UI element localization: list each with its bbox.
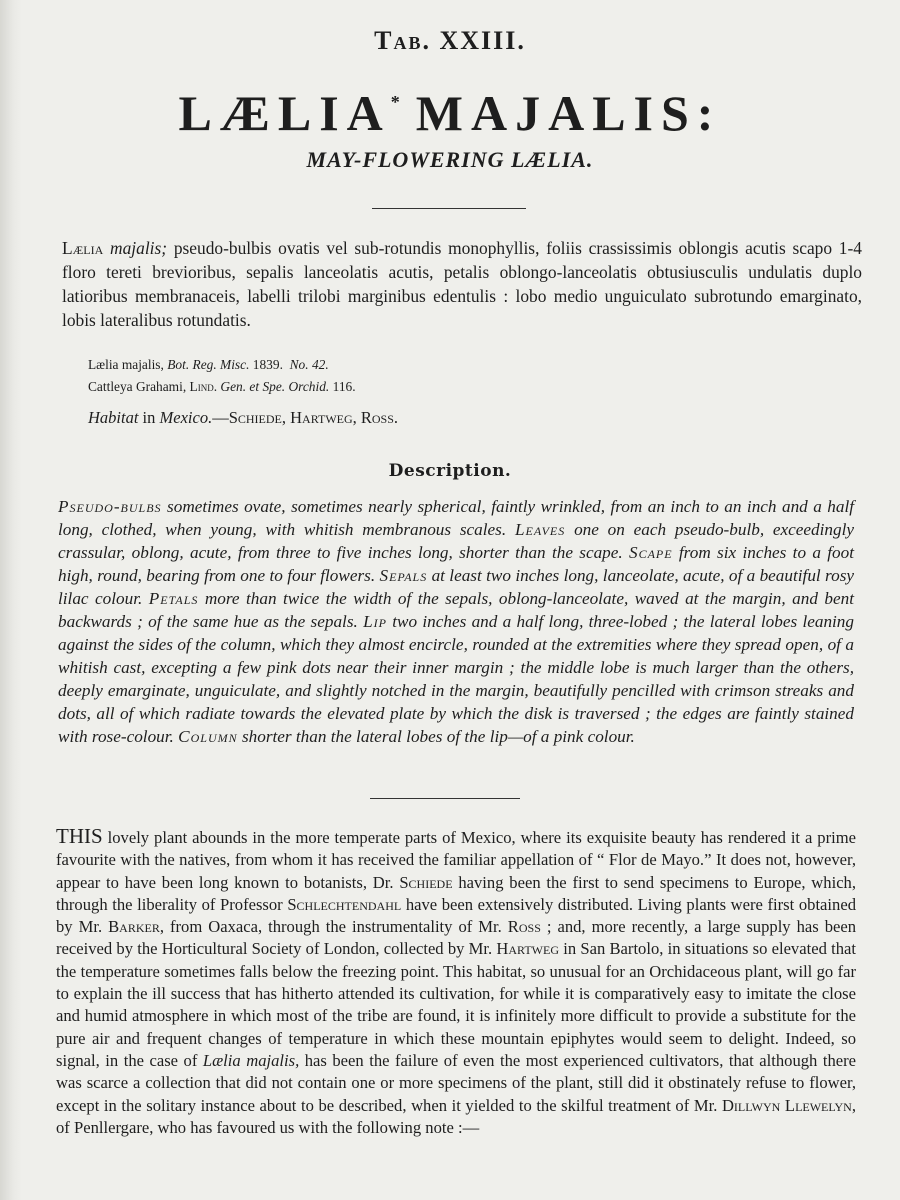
description-clause: from six inches to a foot high, round, bearing from one to four flowers.	[58, 543, 854, 585]
person-name: Barker,	[108, 917, 164, 937]
habitat-label: Habitat	[88, 408, 139, 427]
person-name: Hartweg	[496, 939, 559, 959]
description-heading-text: Description.	[388, 461, 512, 481]
species-name: Lælia majalis,	[202, 1050, 300, 1070]
plate-number	[0, 26, 900, 56]
description-heading	[0, 461, 900, 481]
habitat-place: Mexico.	[159, 408, 213, 427]
description-clause: two inches and a half long, three-lobed ; the lateral lobes leaning against the sides of the column, which they almost encircle, rounded at the extremities where they spread open, of a whitish cast, excepting a few pink dots near their inner margin ; the middle lobe is much larger than the others, deeply emarginate, unguiculate, and slightly notched in the margin, beautifully pencilled with crimson streaks and dots, all of which radiate towards the elevated plate by which the disk is traversed ; the edges are faintly stained with rose-colour.	[58, 612, 854, 746]
reference-name: Cattleya Grahami,	[88, 379, 187, 394]
description-clause: sometimes ovate, sometimes nearly spherical, faintly wrinkled, from an inch to an inch and a half long, clothed, when young, with whitish membranous scales.	[58, 497, 855, 539]
reference-line	[88, 376, 788, 398]
description-text	[58, 495, 854, 748]
reference-page: 116.	[332, 379, 356, 394]
description-clause: more than twice the width of the sepals, oblong-lanceolate, waved at the margin, and bent backwards ; of the same hue as the sepals.	[58, 589, 855, 631]
paragraph-initial: THIS	[56, 824, 103, 848]
body-text: of Penllergare, who has favoured us with the following note :—	[56, 1117, 480, 1137]
section-divider	[370, 798, 520, 799]
synonym-references	[88, 354, 788, 398]
page-title	[0, 72, 900, 143]
habitat-in: in	[142, 408, 156, 427]
person-name: Dillwyn Llewelyn,	[721, 1095, 856, 1115]
plate-number-text: Tab. XXIII.	[374, 26, 526, 55]
person-name: Schlechtendahl	[287, 894, 402, 914]
person-name: Schiede	[399, 872, 453, 892]
body-text: having been the first to send specimens to Europe, which, through the liberality of Professor	[56, 872, 857, 914]
body-text: in San Bartolo, in situations so elevated that the temperature sometimes falls below the freezing point. This habitat, so unusual for an Orchidaceous plant, will go far to explain the ill success that has hitherto attended its cultivation, for while it is comparatively easy to imitate the close and humid atmosphere in which most of the tribe are found, it is infinitely more difficult to provide a substitute for the pure air and frequent changes of temperature in which these mountain epiphytes would seem to delight. Indeed, so signal, in the case of	[56, 939, 856, 1070]
description-term: Column	[178, 727, 238, 746]
description-term: Sepals	[379, 566, 428, 585]
body-text: has been the failure of even the most experienced cultivators, that although there was scarce a collection that did not contain one or more specimens of the plant, still did it obstinately refuse to flower, except in the solitary instance about to be described, when it yielded to the skilful treatment of Mr.	[56, 1050, 856, 1115]
page-gutter-shadow	[0, 0, 22, 1200]
subtitle-text: MAY-FLOWERING LÆLIA.	[306, 147, 594, 172]
title-footnote-mark: *	[390, 92, 400, 112]
title-divider	[372, 208, 526, 209]
title-species: MAJALIS:	[415, 85, 722, 141]
description-term: Petals	[148, 589, 199, 608]
reference-source: Bot. Reg. Misc.	[167, 357, 250, 372]
latin-text: pseudo-bulbis ovatis vel sub-rotundis monophyllis, foliis crassissimis oblongis acutis scapo 1-4 floro tereti brevioribus, sepalis lanceolatis acutis, petalis oblongo-lanceolatis obtusiusculis undulatis duplo latioribus membranaceis, labelli trilobi marginibus edentulis : lobo medio unguiculato subrotundo emarginato, lobis lateralibus rotundatis.	[62, 238, 862, 330]
reference-year: 1839.	[252, 357, 283, 372]
habitat-collectors: —Schiede, Hartweg, Ross.	[212, 408, 399, 427]
reference-author: Lind.	[189, 379, 218, 394]
habitat-line	[88, 408, 788, 428]
description-term: Pseudo-bulbs	[58, 497, 162, 516]
latin-diagnosis	[62, 236, 862, 332]
latin-genus: Lælia	[62, 238, 104, 258]
latin-species: majalis;	[110, 238, 168, 258]
body-paragraph	[56, 825, 856, 1139]
body-text: from Oaxaca, through the instrumentality of Mr.	[170, 917, 502, 937]
body-text: have been extensively distributed. Living plants were first obtained by Mr.	[56, 894, 856, 937]
body-text: ; and, more recently, a large supply has been received by the Horticultural Society of London, collected by Mr.	[56, 917, 857, 959]
description-term: Scape	[629, 543, 673, 562]
reference-name: Lælia majalis,	[88, 357, 164, 372]
description-term: Leaves	[514, 520, 566, 539]
person-name: Ross	[507, 917, 541, 937]
description-clause: shorter than the lateral lobes of the lip—of a pink colour.	[241, 727, 635, 746]
body-text: lovely plant abounds in the more temperate parts of Mexico, where its exquisite beauty has rendered it a prime favourite with the natives, from whom it has received the familiar appellation of “ Flor de Mayo.” It does not, however, appear to have been long known to botanists, Dr.	[56, 828, 856, 892]
reference-number: No. 42.	[289, 357, 329, 372]
description-clause: at least two inches long, lanceolate, acute, of a beautiful rosy lilac colour.	[58, 566, 855, 608]
title-genus: LÆLIA	[178, 85, 391, 141]
description-term: Lip	[363, 612, 387, 631]
description-clause: one on each pseudo-bulb, exceedingly crassular, oblong, acute, from three to five inches long, shorter than the scape.	[58, 520, 855, 562]
reference-source: Gen. et Spe. Orchid.	[220, 379, 330, 394]
reference-line	[88, 354, 788, 376]
page-subtitle	[0, 147, 900, 173]
